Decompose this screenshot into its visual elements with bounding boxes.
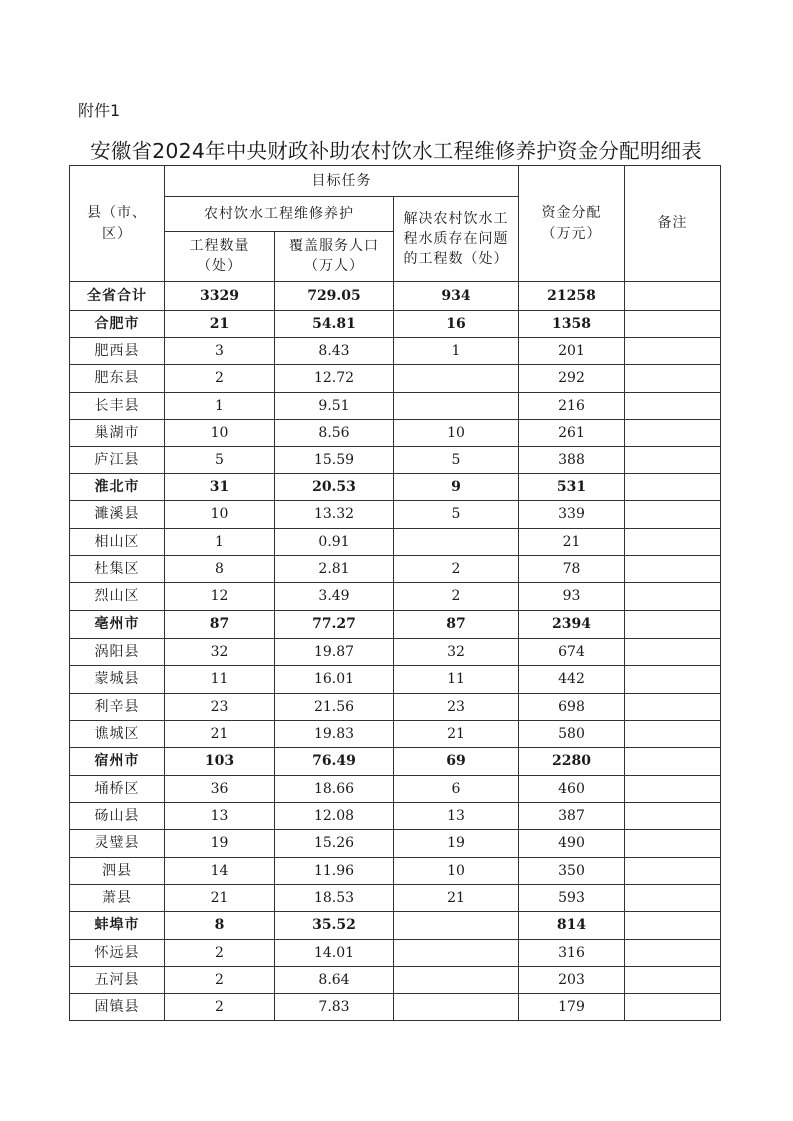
header-county: 县（市、区）: [70, 166, 165, 282]
population-cell: 8.43: [275, 338, 394, 365]
population-cell: 16.01: [275, 666, 394, 694]
water-quality-count-cell: 21: [394, 721, 519, 748]
funds-cell: 216: [519, 393, 625, 420]
project-count-cell: 1: [165, 529, 275, 556]
project-count-cell: 31: [165, 474, 275, 501]
county-name-cell: 泗县: [70, 858, 165, 885]
table-row: [70, 694, 721, 721]
remarks-cell: [625, 748, 721, 776]
remarks-cell: [625, 885, 721, 912]
funds-cell: 292: [519, 365, 625, 393]
population-cell: 2.81: [275, 556, 394, 583]
county-name-cell: 埇桥区: [70, 776, 165, 803]
water-quality-count-cell: 21: [394, 885, 519, 912]
county-name-cell: 五河县: [70, 967, 165, 994]
population-cell: 54.81: [275, 311, 394, 338]
table-row: [70, 420, 721, 447]
allocation-table: [69, 165, 721, 1021]
project-count-cell: 21: [165, 721, 275, 748]
remarks-cell: [625, 994, 721, 1021]
funds-cell: 21: [519, 529, 625, 556]
table-row: [70, 338, 721, 365]
remarks-cell: [625, 912, 721, 940]
table-row: [70, 803, 721, 830]
population-cell: 15.26: [275, 830, 394, 858]
county-name-cell: 蒙城县: [70, 666, 165, 694]
funds-cell: 490: [519, 830, 625, 858]
project-count-cell: 2: [165, 365, 275, 393]
remarks-cell: [625, 611, 721, 639]
population-cell: 7.83: [275, 994, 394, 1021]
project-count-cell: 5: [165, 447, 275, 474]
table-row: [70, 282, 721, 311]
table-row: [70, 994, 721, 1021]
water-quality-count-cell: 5: [394, 501, 519, 529]
project-count-cell: 12: [165, 583, 275, 611]
table-row: [70, 830, 721, 858]
funds-cell: 580: [519, 721, 625, 748]
county-name-cell: 利辛县: [70, 694, 165, 721]
funds-cell: 261: [519, 420, 625, 447]
water-quality-count-cell: 69: [394, 748, 519, 776]
population-cell: 77.27: [275, 611, 394, 639]
table-row: [70, 885, 721, 912]
funds-cell: 2394: [519, 611, 625, 639]
project-count-cell: 36: [165, 776, 275, 803]
funds-cell: 814: [519, 912, 625, 940]
project-count-cell: 8: [165, 912, 275, 940]
county-name-cell: 蚌埠市: [70, 912, 165, 940]
funds-cell: 93: [519, 583, 625, 611]
table-row: [70, 393, 721, 420]
county-name-cell: 濉溪县: [70, 501, 165, 529]
population-cell: 18.53: [275, 885, 394, 912]
water-quality-count-cell: [394, 529, 519, 556]
water-quality-count-cell: 10: [394, 420, 519, 447]
water-quality-count-cell: 16: [394, 311, 519, 338]
header-funds: 资金分配（万元）: [519, 166, 625, 282]
population-cell: 35.52: [275, 912, 394, 940]
population-cell: 11.96: [275, 858, 394, 885]
table-row: [70, 583, 721, 611]
header-target-task: 目标任务: [165, 166, 519, 197]
water-quality-count-cell: 32: [394, 639, 519, 666]
funds-cell: 78: [519, 556, 625, 583]
county-name-cell: 肥西县: [70, 338, 165, 365]
project-count-cell: 14: [165, 858, 275, 885]
county-name-cell: 亳州市: [70, 611, 165, 639]
remarks-cell: [625, 447, 721, 474]
remarks-cell: [625, 556, 721, 583]
county-name-cell: 全省合计: [70, 282, 165, 311]
project-count-cell: 23: [165, 694, 275, 721]
county-name-cell: 萧县: [70, 885, 165, 912]
population-cell: 18.66: [275, 776, 394, 803]
funds-cell: 531: [519, 474, 625, 501]
population-cell: 15.59: [275, 447, 394, 474]
water-quality-count-cell: [394, 940, 519, 967]
header-water-quality: 解决农村饮水工程水质存在问题的工程数（处）: [394, 197, 519, 282]
project-count-cell: 10: [165, 420, 275, 447]
water-quality-count-cell: 2: [394, 583, 519, 611]
water-quality-count-cell: 6: [394, 776, 519, 803]
project-count-cell: 13: [165, 803, 275, 830]
funds-cell: 201: [519, 338, 625, 365]
population-cell: 19.83: [275, 721, 394, 748]
funds-cell: 316: [519, 940, 625, 967]
population-cell: 9.51: [275, 393, 394, 420]
project-count-cell: 19: [165, 830, 275, 858]
funds-cell: 203: [519, 967, 625, 994]
project-count-cell: 11: [165, 666, 275, 694]
county-name-cell: 谯城区: [70, 721, 165, 748]
table-row: [70, 474, 721, 501]
project-count-cell: 2: [165, 967, 275, 994]
water-quality-count-cell: 87: [394, 611, 519, 639]
header-project-count: 工程数量（处）: [165, 232, 275, 282]
table-row: [70, 776, 721, 803]
county-name-cell: 庐江县: [70, 447, 165, 474]
project-count-cell: 3329: [165, 282, 275, 311]
county-name-cell: 相山区: [70, 529, 165, 556]
table-row: [70, 967, 721, 994]
funds-cell: 593: [519, 885, 625, 912]
population-cell: 19.87: [275, 639, 394, 666]
water-quality-count-cell: [394, 994, 519, 1021]
document-title: 安徽省2024年中央财政补助农村饮水工程维修养护资金分配明细表: [90, 139, 702, 163]
project-count-cell: 8: [165, 556, 275, 583]
funds-cell: 388: [519, 447, 625, 474]
funds-cell: 674: [519, 639, 625, 666]
remarks-cell: [625, 858, 721, 885]
table-row: [70, 556, 721, 583]
funds-cell: 339: [519, 501, 625, 529]
county-name-cell: 合肥市: [70, 311, 165, 338]
remarks-cell: [625, 311, 721, 338]
county-name-cell: 烈山区: [70, 583, 165, 611]
project-count-cell: 32: [165, 639, 275, 666]
water-quality-count-cell: 23: [394, 694, 519, 721]
county-name-cell: 怀远县: [70, 940, 165, 967]
table-row: [70, 501, 721, 529]
population-cell: 0.91: [275, 529, 394, 556]
population-cell: 8.64: [275, 967, 394, 994]
remarks-cell: [625, 666, 721, 694]
remarks-cell: [625, 393, 721, 420]
header-remarks: 备注: [625, 166, 721, 282]
table-row: [70, 611, 721, 639]
header-population: 覆盖服务人口（万人）: [275, 232, 394, 282]
remarks-cell: [625, 529, 721, 556]
table-row: [70, 666, 721, 694]
county-name-cell: 宿州市: [70, 748, 165, 776]
county-name-cell: 杜集区: [70, 556, 165, 583]
funds-cell: 460: [519, 776, 625, 803]
funds-cell: 2280: [519, 748, 625, 776]
water-quality-count-cell: 5: [394, 447, 519, 474]
header-maintenance: 农村饮水工程维修养护: [165, 197, 394, 232]
project-count-cell: 2: [165, 994, 275, 1021]
remarks-cell: [625, 365, 721, 393]
county-name-cell: 肥东县: [70, 365, 165, 393]
funds-cell: 179: [519, 994, 625, 1021]
remarks-cell: [625, 694, 721, 721]
county-name-cell: 淮北市: [70, 474, 165, 501]
table-row: [70, 748, 721, 776]
water-quality-count-cell: 19: [394, 830, 519, 858]
water-quality-count-cell: 13: [394, 803, 519, 830]
project-count-cell: 3: [165, 338, 275, 365]
county-name-cell: 灵璧县: [70, 830, 165, 858]
population-cell: 3.49: [275, 583, 394, 611]
water-quality-count-cell: [394, 393, 519, 420]
remarks-cell: [625, 639, 721, 666]
population-cell: 14.01: [275, 940, 394, 967]
table-row: [70, 858, 721, 885]
funds-cell: 1358: [519, 311, 625, 338]
water-quality-count-cell: [394, 365, 519, 393]
table-row: [70, 721, 721, 748]
remarks-cell: [625, 501, 721, 529]
county-name-cell: 涡阳县: [70, 639, 165, 666]
project-count-cell: 2: [165, 940, 275, 967]
population-cell: 8.56: [275, 420, 394, 447]
project-count-cell: 1: [165, 393, 275, 420]
remarks-cell: [625, 776, 721, 803]
project-count-cell: 103: [165, 748, 275, 776]
water-quality-count-cell: 9: [394, 474, 519, 501]
remarks-cell: [625, 803, 721, 830]
table-row: [70, 447, 721, 474]
water-quality-count-cell: 1: [394, 338, 519, 365]
funds-cell: 698: [519, 694, 625, 721]
county-name-cell: 巢湖市: [70, 420, 165, 447]
remarks-cell: [625, 721, 721, 748]
water-quality-count-cell: 10: [394, 858, 519, 885]
project-count-cell: 21: [165, 311, 275, 338]
remarks-cell: [625, 940, 721, 967]
remarks-cell: [625, 830, 721, 858]
table-row: [70, 639, 721, 666]
population-cell: 13.32: [275, 501, 394, 529]
population-cell: 21.56: [275, 694, 394, 721]
remarks-cell: [625, 338, 721, 365]
project-count-cell: 10: [165, 501, 275, 529]
water-quality-count-cell: [394, 967, 519, 994]
attachment-label: 附件1: [78, 101, 121, 120]
project-count-cell: 87: [165, 611, 275, 639]
population-cell: 729.05: [275, 282, 394, 311]
remarks-cell: [625, 474, 721, 501]
funds-cell: 350: [519, 858, 625, 885]
county-name-cell: 长丰县: [70, 393, 165, 420]
table-row: [70, 940, 721, 967]
water-quality-count-cell: [394, 912, 519, 940]
population-cell: 12.72: [275, 365, 394, 393]
table-row: [70, 529, 721, 556]
table-body: [70, 166, 721, 1021]
funds-cell: 21258: [519, 282, 625, 311]
population-cell: 76.49: [275, 748, 394, 776]
project-count-cell: 21: [165, 885, 275, 912]
remarks-cell: [625, 583, 721, 611]
population-cell: 20.53: [275, 474, 394, 501]
water-quality-count-cell: 934: [394, 282, 519, 311]
funds-cell: 387: [519, 803, 625, 830]
population-cell: 12.08: [275, 803, 394, 830]
county-name-cell: 砀山县: [70, 803, 165, 830]
water-quality-count-cell: 2: [394, 556, 519, 583]
table-row: [70, 912, 721, 940]
remarks-cell: [625, 282, 721, 311]
remarks-cell: [625, 420, 721, 447]
table-row: [70, 365, 721, 393]
table-row: [70, 311, 721, 338]
county-name-cell: 固镇县: [70, 994, 165, 1021]
funds-cell: 442: [519, 666, 625, 694]
remarks-cell: [625, 967, 721, 994]
water-quality-count-cell: 11: [394, 666, 519, 694]
